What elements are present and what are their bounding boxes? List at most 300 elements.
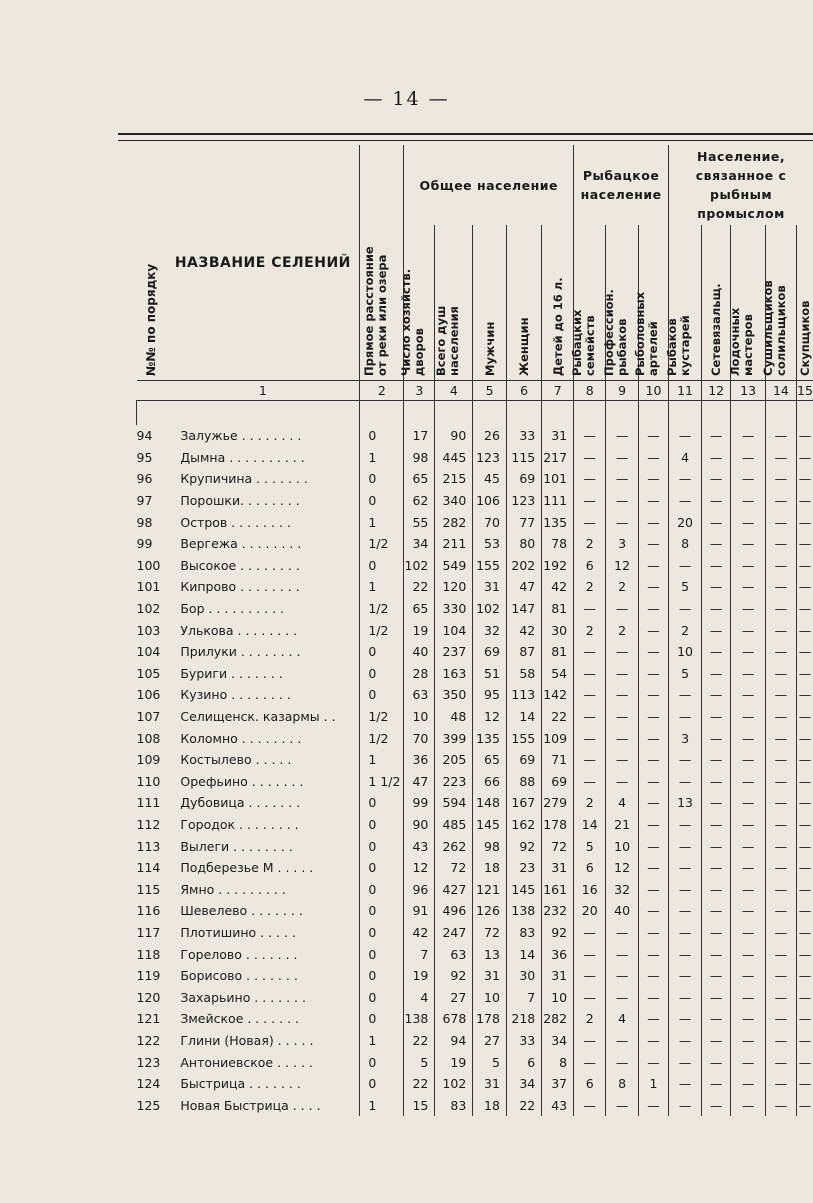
cell-children: 111	[542, 490, 574, 512]
cell-dryers-salters: —	[765, 576, 796, 598]
cell-fisher-families: 14	[574, 814, 606, 836]
column-number: 8	[574, 381, 606, 401]
cell-fisher-families: 6	[574, 555, 606, 577]
cell-total-souls: 549	[435, 555, 473, 577]
cell-craft-fishermen: —	[669, 922, 702, 944]
cell-distance: 0	[360, 900, 404, 922]
cell-women: 167	[506, 792, 541, 814]
cell-dryers-salters: —	[765, 468, 796, 490]
cell-fisher-families: —	[574, 943, 606, 965]
cell-artels: —	[638, 857, 668, 879]
cell-prof-fishermen: —	[606, 771, 638, 793]
cell-village-name: Новая Быстрица . . . .	[180, 1097, 321, 1113]
cell-prof-fishermen: 12	[606, 555, 638, 577]
cell-children: 142	[542, 684, 574, 706]
header-women: Женщин	[506, 225, 541, 381]
cell-distance: 0	[360, 425, 404, 447]
cell-buyers: —	[796, 684, 813, 706]
table-row	[137, 943, 813, 965]
page-number: — 14 —	[363, 88, 450, 110]
header-households: Число хозяйств. дворов	[404, 225, 435, 381]
cell-men: 69	[473, 641, 507, 663]
cell-households: 42	[404, 922, 435, 944]
cell-boat-masters: —	[731, 684, 766, 706]
cell-row-number: 110	[136, 773, 161, 789]
spacer-cell	[701, 401, 730, 426]
cell-dryers-salters: —	[765, 706, 796, 728]
table-row	[137, 576, 813, 598]
cell-distance: 0	[360, 663, 404, 685]
cell-dryers-salters: —	[765, 447, 796, 469]
column-number: 10	[638, 381, 668, 401]
cell-row-number: 116	[136, 903, 161, 919]
cell-women: 23	[506, 857, 541, 879]
cell-households: 5	[404, 1051, 435, 1073]
cell-craft-fishermen: —	[669, 468, 702, 490]
header-craft-fishermen: Рыбаков кустарей	[669, 225, 702, 381]
cell-total-souls: 72	[435, 857, 473, 879]
top-rule	[118, 133, 813, 135]
cell-fisher-families: 2	[574, 576, 606, 598]
cell-row-number: 123	[136, 1054, 161, 1070]
cell-households: 4	[404, 986, 435, 1008]
cell-village-name: Порошки. . . . . . . .	[180, 493, 300, 509]
cell-fisher-families: —	[574, 986, 606, 1008]
cell-dryers-salters: —	[765, 511, 796, 533]
cell-row-number: 114	[136, 860, 161, 876]
cell-households: 36	[404, 749, 435, 771]
cell-village-name: Глини (Новая) . . . . .	[180, 1032, 314, 1048]
cell-row-number: 106	[136, 687, 161, 703]
cell-boat-masters: —	[731, 900, 766, 922]
cell-boat-masters: —	[731, 468, 766, 490]
cell-fisher-families: —	[574, 641, 606, 663]
cell-craft-fishermen: —	[669, 1073, 702, 1095]
cell-buyers: —	[796, 792, 813, 814]
cell-fisher-families: —	[574, 771, 606, 793]
cell-buyers: —	[796, 1073, 813, 1095]
cell-boat-masters: —	[731, 490, 766, 512]
cell-prof-fishermen: 4	[606, 1008, 638, 1030]
cell-boat-masters: —	[731, 814, 766, 836]
cell-children: 69	[542, 771, 574, 793]
cell-total-souls: 63	[435, 943, 473, 965]
cell-boat-masters: —	[731, 641, 766, 663]
cell-women: 69	[506, 749, 541, 771]
cell-households: 15	[404, 1094, 435, 1116]
cell-total-souls: 350	[435, 684, 473, 706]
cell-households: 19	[404, 965, 435, 987]
cell-total-souls: 223	[435, 771, 473, 793]
cell-children: 54	[542, 663, 574, 685]
cell-net-makers: —	[701, 511, 730, 533]
cell-households: 96	[404, 878, 435, 900]
cell-village-name: Крупичина . . . . . . .	[180, 471, 308, 487]
cell-households: 40	[404, 641, 435, 663]
header-men: Мужчин	[473, 225, 507, 381]
cell-artels: —	[638, 986, 668, 1008]
cell-men: 155	[473, 555, 507, 577]
cell-prof-fishermen: —	[606, 511, 638, 533]
cell-total-souls: 237	[435, 641, 473, 663]
table-row	[137, 878, 813, 900]
cell-row-number: 96	[136, 471, 153, 487]
cell-artels: —	[638, 1008, 668, 1030]
spacer-cell	[435, 401, 473, 426]
cell-net-makers: —	[701, 1073, 730, 1095]
cell-men: 27	[473, 1030, 507, 1052]
header-row-no: №№ по порядку	[144, 263, 159, 376]
cell-total-souls: 163	[435, 663, 473, 685]
cell-boat-masters: —	[731, 727, 766, 749]
cell-dryers-salters: —	[765, 814, 796, 836]
cell-households: 65	[404, 468, 435, 490]
cell-distance: 0	[360, 922, 404, 944]
cell-distance: 0	[360, 490, 404, 512]
cell-prof-fishermen: 32	[606, 878, 638, 900]
cell-children: 31	[542, 965, 574, 987]
cell-dryers-salters: —	[765, 749, 796, 771]
cell-buyers: —	[796, 727, 813, 749]
cell-row-number: 97	[136, 493, 153, 509]
cell-dryers-salters: —	[765, 1094, 796, 1116]
header-net-makers: Сетевязальщ.	[701, 225, 730, 381]
cell-row-number: 108	[136, 730, 161, 746]
cell-boat-masters: —	[731, 792, 766, 814]
cell-village-name: Селищенск. казармы . .	[180, 709, 336, 725]
cell-households: 70	[404, 727, 435, 749]
cell-households: 98	[404, 447, 435, 469]
column-number: 2	[360, 381, 404, 401]
table-row	[137, 965, 813, 987]
table-row	[137, 663, 813, 685]
cell-households: 43	[404, 835, 435, 857]
cell-prof-fishermen: 4	[606, 792, 638, 814]
cell-village-name: Шевелево . . . . . . .	[180, 903, 303, 919]
cell-men: 66	[473, 771, 507, 793]
spacer-cell	[765, 401, 796, 426]
cell-village-name: Улькова . . . . . . . .	[180, 622, 298, 638]
cell-craft-fishermen: —	[669, 684, 702, 706]
cell-children: 232	[542, 900, 574, 922]
cell-children: 72	[542, 835, 574, 857]
cell-households: 63	[404, 684, 435, 706]
cell-craft-fishermen: 8	[669, 533, 702, 555]
cell-children: 81	[542, 598, 574, 620]
cell-children: 42	[542, 576, 574, 598]
cell-buyers: —	[796, 986, 813, 1008]
cell-households: 10	[404, 706, 435, 728]
header-fishermen-population: Рыбацкое население	[574, 145, 669, 225]
cell-women: 47	[506, 576, 541, 598]
cell-buyers: —	[796, 900, 813, 922]
cell-prof-fishermen: 12	[606, 857, 638, 879]
cell-children: 30	[542, 619, 574, 641]
table-row	[137, 986, 813, 1008]
cell-women: 58	[506, 663, 541, 685]
cell-fisher-families: —	[574, 1051, 606, 1073]
cell-households: 99	[404, 792, 435, 814]
cell-boat-masters: —	[731, 943, 766, 965]
cell-village-name: Захарьино . . . . . . .	[180, 989, 306, 1005]
spacer-cell	[506, 401, 541, 426]
cell-prof-fishermen: 40	[606, 900, 638, 922]
cell-fisher-families: 6	[574, 857, 606, 879]
cell-village-name: Подберезье М . . . . .	[180, 860, 314, 876]
cell-prof-fishermen: 3	[606, 533, 638, 555]
cell-distance: 0	[360, 835, 404, 857]
cell-distance: 1/2	[360, 533, 404, 555]
cell-craft-fishermen: 5	[669, 576, 702, 598]
cell-row-number: 120	[136, 989, 161, 1005]
table-row	[137, 1008, 813, 1030]
cell-distance: 0	[360, 1008, 404, 1030]
cell-prof-fishermen: —	[606, 663, 638, 685]
cell-distance: 0	[360, 555, 404, 577]
cell-row-number: 105	[136, 665, 161, 681]
cell-buyers: —	[796, 835, 813, 857]
cell-artels: —	[638, 771, 668, 793]
cell-artels: —	[638, 1030, 668, 1052]
cell-craft-fishermen: —	[669, 490, 702, 512]
cell-children: 10	[542, 986, 574, 1008]
cell-dryers-salters: —	[765, 986, 796, 1008]
cell-prof-fishermen: —	[606, 598, 638, 620]
cell-fisher-families: —	[574, 1094, 606, 1116]
cell-men: 12	[473, 706, 507, 728]
cell-net-makers: —	[701, 468, 730, 490]
cell-fisher-families: 20	[574, 900, 606, 922]
top-rule-thin	[118, 140, 813, 141]
cell-dryers-salters: —	[765, 792, 796, 814]
cell-net-makers: —	[701, 576, 730, 598]
cell-boat-masters: —	[731, 533, 766, 555]
cell-artels: —	[638, 468, 668, 490]
cell-craft-fishermen: —	[669, 749, 702, 771]
cell-row-number: 102	[136, 601, 161, 617]
cell-fisher-families: —	[574, 598, 606, 620]
cell-buyers: —	[796, 533, 813, 555]
spacer-cell	[542, 401, 574, 426]
cell-prof-fishermen: —	[606, 1094, 638, 1116]
cell-households: 55	[404, 511, 435, 533]
cell-total-souls: 485	[435, 814, 473, 836]
cell-net-makers: —	[701, 943, 730, 965]
cell-households: 34	[404, 533, 435, 555]
cell-men: 45	[473, 468, 507, 490]
cell-village-name: Городок . . . . . . . .	[180, 816, 299, 832]
cell-buyers: —	[796, 490, 813, 512]
cell-children: 101	[542, 468, 574, 490]
cell-prof-fishermen: 10	[606, 835, 638, 857]
cell-fisher-families: 2	[574, 619, 606, 641]
cell-buyers: —	[796, 749, 813, 771]
cell-women: 34	[506, 1073, 541, 1095]
cell-distance: 0	[360, 878, 404, 900]
cell-craft-fishermen: —	[669, 425, 702, 447]
cell-total-souls: 496	[435, 900, 473, 922]
cell-boat-masters: —	[731, 986, 766, 1008]
table-row	[137, 684, 813, 706]
cell-distance: 1/2	[360, 598, 404, 620]
cell-prof-fishermen: —	[606, 1030, 638, 1052]
cell-households: 7	[404, 943, 435, 965]
cell-net-makers: —	[701, 771, 730, 793]
cell-households: 22	[404, 1073, 435, 1095]
cell-craft-fishermen: —	[669, 857, 702, 879]
cell-net-makers: —	[701, 533, 730, 555]
cell-dryers-salters: —	[765, 727, 796, 749]
cell-craft-fishermen: —	[669, 943, 702, 965]
cell-men: 106	[473, 490, 507, 512]
cell-fisher-families: —	[574, 425, 606, 447]
cell-men: 13	[473, 943, 507, 965]
cell-row-number: 100	[136, 557, 161, 573]
cell-total-souls: 120	[435, 576, 473, 598]
cell-women: 33	[506, 1030, 541, 1052]
cell-village-name: Антониевское . . . . .	[180, 1054, 313, 1070]
cell-men: 70	[473, 511, 507, 533]
cell-boat-masters: —	[731, 1073, 766, 1095]
cell-artels: —	[638, 511, 668, 533]
cell-village-name: Коломно . . . . . . . .	[180, 730, 302, 746]
cell-households: 28	[404, 663, 435, 685]
cell-total-souls: 92	[435, 965, 473, 987]
spacer-cell	[669, 401, 702, 426]
header-children: Детей до 16 л.	[542, 225, 574, 381]
cell-boat-masters: —	[731, 878, 766, 900]
header-buyers: Скупщиков	[796, 225, 813, 381]
spacer-row	[137, 401, 813, 426]
table-row	[137, 598, 813, 620]
cell-net-makers: —	[701, 663, 730, 685]
cell-children: 109	[542, 727, 574, 749]
cell-net-makers: —	[701, 835, 730, 857]
cell-artels: —	[638, 965, 668, 987]
column-number: 14	[765, 381, 796, 401]
cell-households: 138	[404, 1008, 435, 1030]
header-total-souls: Всего душ населения	[435, 225, 473, 381]
cell-craft-fishermen: 2	[669, 619, 702, 641]
cell-total-souls: 205	[435, 749, 473, 771]
cell-net-makers: —	[701, 706, 730, 728]
cell-village-name: Змейское . . . . . . .	[180, 1011, 300, 1027]
cell-dryers-salters: —	[765, 965, 796, 987]
cell-women: 218	[506, 1008, 541, 1030]
cell-distance: 0	[360, 965, 404, 987]
cell-net-makers: —	[701, 1030, 730, 1052]
cell-children: 34	[542, 1030, 574, 1052]
cell-prof-fishermen: —	[606, 684, 638, 706]
cell-women: 87	[506, 641, 541, 663]
cell-dryers-salters: —	[765, 598, 796, 620]
cell-boat-masters: —	[731, 425, 766, 447]
cell-prof-fishermen: —	[606, 1051, 638, 1073]
table-row	[137, 857, 813, 879]
spacer-cell	[638, 401, 668, 426]
cell-men: 31	[473, 965, 507, 987]
cell-households: 62	[404, 490, 435, 512]
cell-buyers: —	[796, 425, 813, 447]
cell-households: 91	[404, 900, 435, 922]
cell-distance: 1	[360, 1030, 404, 1052]
cell-fisher-families: 16	[574, 878, 606, 900]
cell-row-number: 111	[136, 795, 161, 811]
cell-total-souls: 94	[435, 1030, 473, 1052]
cell-boat-masters: —	[731, 663, 766, 685]
cell-distance: 1	[360, 749, 404, 771]
spacer-cell	[574, 401, 606, 426]
cell-row-number: 121	[136, 1011, 161, 1027]
cell-fisher-families: —	[574, 965, 606, 987]
header-fisher-families: Рыбацких семейств	[574, 225, 606, 381]
cell-total-souls: 445	[435, 447, 473, 469]
table-row	[137, 468, 813, 490]
cell-women: 22	[506, 1094, 541, 1116]
cell-row-number: 104	[136, 644, 161, 660]
cell-dryers-salters: —	[765, 425, 796, 447]
cell-village-name: Кузино . . . . . . . .	[180, 687, 291, 703]
cell-households: 22	[404, 576, 435, 598]
table-row	[137, 1094, 813, 1116]
cell-net-makers: —	[701, 1008, 730, 1030]
cell-households: 22	[404, 1030, 435, 1052]
cell-fisher-families: —	[574, 1030, 606, 1052]
cell-fisher-families: 6	[574, 1073, 606, 1095]
cell-craft-fishermen: —	[669, 878, 702, 900]
table-row	[137, 641, 813, 663]
cell-village-name: Костылево . . . . .	[180, 752, 292, 768]
cell-buyers: —	[796, 878, 813, 900]
table-row	[137, 511, 813, 533]
cell-row-number: 95	[136, 449, 153, 465]
cell-dryers-salters: —	[765, 1030, 796, 1052]
cell-women: 115	[506, 447, 541, 469]
cell-households: 17	[404, 425, 435, 447]
cell-dryers-salters: —	[765, 684, 796, 706]
cell-artels: —	[638, 684, 668, 706]
cell-distance: 1/2	[360, 727, 404, 749]
spacer-cell	[360, 401, 404, 426]
cell-children: 43	[542, 1094, 574, 1116]
cell-net-makers: —	[701, 965, 730, 987]
cell-artels: —	[638, 835, 668, 857]
cell-buyers: —	[796, 555, 813, 577]
cell-men: 148	[473, 792, 507, 814]
cell-buyers: —	[796, 1051, 813, 1073]
cell-dryers-salters: —	[765, 878, 796, 900]
cell-net-makers: —	[701, 986, 730, 1008]
cell-row-number: 119	[136, 968, 161, 984]
cell-craft-fishermen: —	[669, 814, 702, 836]
cell-total-souls: 399	[435, 727, 473, 749]
cell-children: 81	[542, 641, 574, 663]
cell-artels: —	[638, 490, 668, 512]
cell-buyers: —	[796, 922, 813, 944]
cell-row-number: 103	[136, 622, 161, 638]
cell-net-makers: —	[701, 555, 730, 577]
cell-village-name: Бор . . . . . . . . . .	[180, 601, 284, 617]
cell-fisher-families: —	[574, 468, 606, 490]
cell-men: 145	[473, 814, 507, 836]
cell-dryers-salters: —	[765, 619, 796, 641]
header-dryers-salters: Сушильщиков солильщиков	[765, 225, 796, 381]
cell-boat-masters: —	[731, 511, 766, 533]
cell-buyers: —	[796, 706, 813, 728]
cell-fisher-families: —	[574, 749, 606, 771]
cell-distance: 0	[360, 1073, 404, 1095]
cell-dryers-salters: —	[765, 922, 796, 944]
